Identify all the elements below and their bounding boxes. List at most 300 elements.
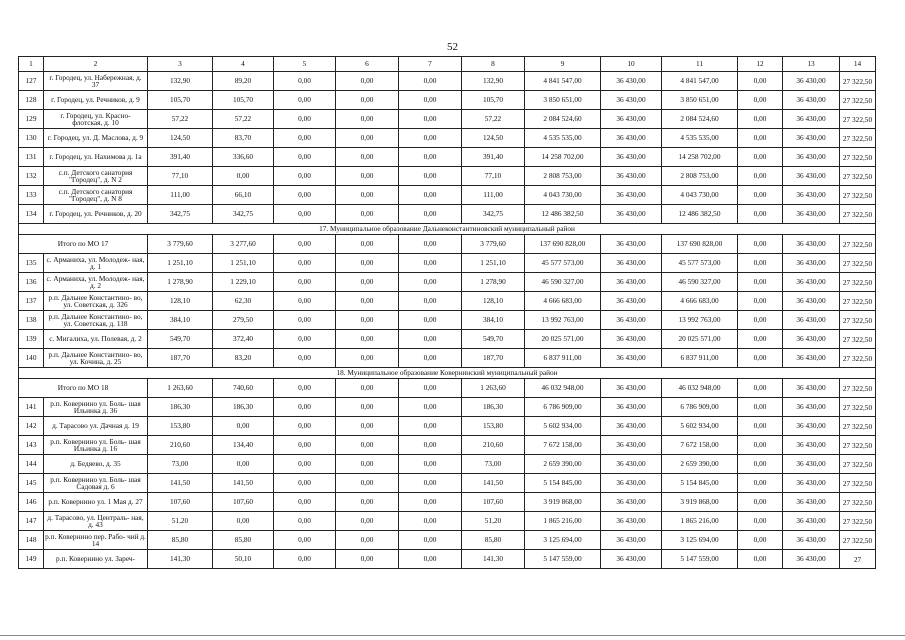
table-cell: 36 430,00 (783, 349, 840, 368)
table-cell: 139 (19, 330, 44, 349)
table-cell: 36 430,00 (783, 186, 840, 205)
table-cell: 0,00 (738, 186, 783, 205)
table-cell: 27 322,50 (840, 129, 876, 148)
table-cell: 146 (19, 493, 44, 512)
table-cell: 4 666 683,00 (662, 292, 738, 311)
table-cell: 2 084 524,60 (525, 110, 601, 129)
table-cell: 0,00 (336, 205, 399, 224)
address-cell: р.п. Ковернино ул. Боль- шая Садовая д. 6 (44, 474, 148, 493)
table-cell: 0,00 (399, 129, 462, 148)
table-cell: 141,30 (148, 550, 213, 569)
table-cell: 0,00 (274, 417, 336, 436)
table-cell: 0,00 (336, 531, 399, 550)
table-cell: 27 322,50 (840, 474, 876, 493)
table-cell: 57,22 (462, 110, 525, 129)
table-cell: 0,00 (336, 455, 399, 474)
table-cell: 0,00 (336, 129, 399, 148)
table-cell: 45 577 573,00 (662, 254, 738, 273)
table-cell: 0,00 (336, 349, 399, 368)
table-cell: 0,00 (336, 273, 399, 292)
table-cell: 46 590 327,00 (525, 273, 601, 292)
table-cell: 0,00 (336, 91, 399, 110)
table-cell: 186,30 (213, 398, 274, 417)
table-cell: 0,00 (213, 512, 274, 531)
table-cell: 128,10 (462, 292, 525, 311)
table-cell: 6 837 911,00 (662, 349, 738, 368)
table-cell: 143 (19, 436, 44, 455)
table-cell: 50,10 (213, 550, 274, 569)
total-row (19, 379, 876, 398)
table-cell: 6 786 909,00 (662, 398, 738, 417)
table-cell: 0,00 (738, 129, 783, 148)
table-cell: 36 430,00 (783, 493, 840, 512)
table-cell: 36 430,00 (601, 186, 662, 205)
table-row (19, 349, 876, 368)
table-cell: 3 125 694,00 (662, 531, 738, 550)
total-cell: 46 032 948,00 (525, 379, 601, 398)
table-cell: 0,00 (274, 91, 336, 110)
total-cell: 36 430,00 (783, 235, 840, 254)
table-cell: 0,00 (274, 436, 336, 455)
table-cell: 132 (19, 167, 44, 186)
table-cell: 141,50 (148, 474, 213, 493)
table-cell: 107,60 (148, 493, 213, 512)
total-cell: 1 263,60 (148, 379, 213, 398)
table-cell: 36 430,00 (601, 330, 662, 349)
table-cell: 77,10 (462, 167, 525, 186)
table-cell: 129 (19, 110, 44, 129)
table-row (19, 167, 876, 186)
address-cell: г. Городец, ул. Набережная, д. 37 (44, 72, 148, 91)
total-cell: 0,00 (336, 235, 399, 254)
table-cell: 141,50 (213, 474, 274, 493)
section-title: 17. Муниципальное образование Дальнеконстантиновский муниципальный район (19, 224, 876, 235)
column-number: 12 (738, 57, 783, 72)
table-cell: 36 430,00 (783, 474, 840, 493)
table-cell: 0,00 (399, 91, 462, 110)
table-cell: 13 992 763,00 (525, 311, 601, 330)
table-cell: 384,10 (148, 311, 213, 330)
table-cell: 36 430,00 (601, 205, 662, 224)
table-cell: 0,00 (738, 512, 783, 531)
table-cell: 128 (19, 91, 44, 110)
table-cell: 131 (19, 148, 44, 167)
table-cell: 3 919 868,00 (662, 493, 738, 512)
table-row (19, 129, 876, 148)
table-cell: 36 430,00 (601, 110, 662, 129)
table-cell: 124,50 (148, 129, 213, 148)
table-cell: 0,00 (274, 398, 336, 417)
table-row (19, 436, 876, 455)
table-row (19, 531, 876, 550)
table-cell: 1 278,90 (148, 273, 213, 292)
table-row (19, 254, 876, 273)
total-cell: 0,00 (274, 379, 336, 398)
table-cell: 66,10 (213, 186, 274, 205)
table-cell: 0,00 (738, 550, 783, 569)
table-cell: 4 841 547,00 (525, 72, 601, 91)
table-cell: 0,00 (336, 493, 399, 512)
table-cell: 0,00 (274, 349, 336, 368)
table-cell: 36 430,00 (783, 311, 840, 330)
table-cell: 36 430,00 (601, 436, 662, 455)
table-cell: 142 (19, 417, 44, 436)
table-cell: 36 430,00 (601, 455, 662, 474)
table-cell: 0,00 (399, 292, 462, 311)
table-cell: 0,00 (213, 417, 274, 436)
table-cell: 0,00 (274, 273, 336, 292)
table-cell: 0,00 (274, 167, 336, 186)
table-cell: 0,00 (336, 512, 399, 531)
table-cell: 36 430,00 (601, 493, 662, 512)
table-cell: 549,70 (148, 330, 213, 349)
table-cell: 7 672 158,00 (525, 436, 601, 455)
table-cell: 130 (19, 129, 44, 148)
table-cell: 2 659 390,00 (525, 455, 601, 474)
table-cell: 57,22 (148, 110, 213, 129)
housing-table (18, 56, 876, 569)
table-cell: 0,00 (274, 531, 336, 550)
table-row (19, 292, 876, 311)
table-cell: 0,00 (399, 512, 462, 531)
table-cell: 0,00 (399, 474, 462, 493)
table-cell: 210,60 (148, 436, 213, 455)
table-cell: 0,00 (336, 330, 399, 349)
table-cell: 0,00 (336, 292, 399, 311)
table-cell: 141,30 (462, 550, 525, 569)
table-cell: 0,00 (274, 205, 336, 224)
address-cell: с. Арманиха, ул. Молодеж- ная, д. 2 (44, 273, 148, 292)
total-cell: 3 779,60 (148, 235, 213, 254)
table-cell: 0,00 (738, 110, 783, 129)
total-cell: 36 430,00 (601, 379, 662, 398)
table-cell: 384,10 (462, 311, 525, 330)
table-cell: 3 850 651,00 (662, 91, 738, 110)
total-cell: 36 430,00 (601, 235, 662, 254)
column-number-row (19, 57, 876, 72)
table-cell: 111,00 (462, 186, 525, 205)
address-cell: с. Мигалиха, ул. Полевая, д. 2 (44, 330, 148, 349)
column-number: 1 (19, 57, 44, 72)
table-cell: 36 430,00 (783, 110, 840, 129)
table-cell: 36 430,00 (783, 292, 840, 311)
table-cell: 27 322,50 (840, 493, 876, 512)
table-cell: 4 043 730,00 (662, 186, 738, 205)
address-cell: р.п. Ковернино ул. Боль- шая Ильинка д. 36 (44, 398, 148, 417)
table-cell: 1 251,10 (462, 254, 525, 273)
table-cell: 4 535 535,00 (525, 129, 601, 148)
table-cell: 1 251,10 (148, 254, 213, 273)
table-cell: 36 430,00 (783, 398, 840, 417)
page-number: 52 (447, 41, 458, 53)
table-cell: 1 865 216,00 (662, 512, 738, 531)
table-cell: 85,80 (213, 531, 274, 550)
table-cell: 2 808 753,00 (662, 167, 738, 186)
table-cell: 36 430,00 (601, 72, 662, 91)
table-cell: 0,00 (738, 254, 783, 273)
table-cell: 134 (19, 205, 44, 224)
table-cell: 105,70 (462, 91, 525, 110)
table-cell: 140 (19, 349, 44, 368)
table-row (19, 273, 876, 292)
table-cell: 5 602 934,00 (662, 417, 738, 436)
column-number: 8 (462, 57, 525, 72)
table-cell: 51,20 (462, 512, 525, 531)
table-cell: 73,00 (148, 455, 213, 474)
section-header-row (19, 368, 876, 379)
table-cell: 111,00 (148, 186, 213, 205)
total-cell: 3 779,60 (462, 235, 525, 254)
table-cell: 187,70 (462, 349, 525, 368)
table-cell: 134,40 (213, 436, 274, 455)
table-cell: 27 322,50 (840, 512, 876, 531)
table-cell: 27 322,50 (840, 186, 876, 205)
total-cell: 27 322,50 (840, 235, 876, 254)
address-cell: р.п. Ковернино ул. Боль- шая Ильинка д. 16 (44, 436, 148, 455)
table-cell: 149 (19, 550, 44, 569)
table-cell: 342,75 (148, 205, 213, 224)
table-cell: 0,00 (399, 254, 462, 273)
table-cell: 27 322,50 (840, 417, 876, 436)
column-number: 7 (399, 57, 462, 72)
table-cell: 549,70 (462, 330, 525, 349)
table-cell: 27 322,50 (840, 330, 876, 349)
table-cell: 0,00 (738, 72, 783, 91)
table-cell: 187,70 (148, 349, 213, 368)
table-cell: 62,30 (213, 292, 274, 311)
table-cell: 36 430,00 (601, 512, 662, 531)
column-number: 10 (601, 57, 662, 72)
table-cell: 0,00 (399, 417, 462, 436)
table-cell: 5 602 934,00 (525, 417, 601, 436)
address-cell: д. Тарасово ул. Дачная д. 19 (44, 417, 148, 436)
table-row (19, 398, 876, 417)
address-cell: с.п. Детского санатория "Городец", д. N 8 (44, 186, 148, 205)
address-cell: г. Городец, ул. Нахимова д. 1а (44, 148, 148, 167)
table-cell: 27 322,50 (840, 110, 876, 129)
table-cell: 36 430,00 (783, 167, 840, 186)
column-number: 13 (783, 57, 840, 72)
total-row (19, 235, 876, 254)
total-cell: 0,00 (336, 379, 399, 398)
table-cell: 186,30 (462, 398, 525, 417)
table-cell: 107,60 (462, 493, 525, 512)
table-cell: 36 430,00 (601, 417, 662, 436)
table-cell: 6 786 909,00 (525, 398, 601, 417)
table-cell: 73,00 (462, 455, 525, 474)
table-cell: 20 025 571,00 (662, 330, 738, 349)
table-cell: 0,00 (274, 493, 336, 512)
table-cell: 1 229,10 (213, 273, 274, 292)
table-cell: 391,40 (148, 148, 213, 167)
total-cell: 0,00 (274, 235, 336, 254)
table-cell: 0,00 (399, 398, 462, 417)
table-cell: 27 322,50 (840, 167, 876, 186)
total-cell: 1 263,60 (462, 379, 525, 398)
address-cell: г. Городец, ул. Речников, д. 20 (44, 205, 148, 224)
address-cell: р.п. Дальнее Константино- во, ул. Кочина, д. 25 (44, 349, 148, 368)
table-row (19, 550, 876, 569)
table-cell: 4 535 535,00 (662, 129, 738, 148)
total-cell: 0,00 (738, 235, 783, 254)
table-cell: 36 430,00 (601, 531, 662, 550)
table-cell: 85,80 (462, 531, 525, 550)
table-cell: 0,00 (274, 129, 336, 148)
table-cell: 0,00 (738, 311, 783, 330)
table-cell: 27 322,50 (840, 311, 876, 330)
table-cell: 36 430,00 (601, 398, 662, 417)
table-cell: 105,70 (148, 91, 213, 110)
table-row (19, 205, 876, 224)
table-cell: 36 430,00 (783, 417, 840, 436)
total-cell: 0,00 (738, 379, 783, 398)
table-cell: 36 430,00 (783, 330, 840, 349)
table-cell: 0,00 (738, 273, 783, 292)
address-cell: р.п. Ковернино ул. Зареч- (44, 550, 148, 569)
table-cell: 0,00 (738, 474, 783, 493)
table-cell: 0,00 (399, 455, 462, 474)
table-cell: 2 808 753,00 (525, 167, 601, 186)
table-cell: 372,40 (213, 330, 274, 349)
table-cell: 0,00 (336, 474, 399, 493)
total-cell: 36 430,00 (783, 379, 840, 398)
table-cell: 36 430,00 (783, 550, 840, 569)
table-cell: 3 919 868,00 (525, 493, 601, 512)
table-cell: 0,00 (274, 72, 336, 91)
column-number: 4 (213, 57, 274, 72)
table-cell: 136 (19, 273, 44, 292)
column-number: 2 (44, 57, 148, 72)
table-cell: 153,80 (148, 417, 213, 436)
table-cell: 186,30 (148, 398, 213, 417)
table-cell: 27 322,50 (840, 91, 876, 110)
table-cell: 0,00 (336, 311, 399, 330)
table-cell: 27 322,50 (840, 531, 876, 550)
table-cell: 0,00 (399, 72, 462, 91)
table-cell: 342,75 (462, 205, 525, 224)
table-cell: 36 430,00 (601, 167, 662, 186)
table-cell: 0,00 (738, 493, 783, 512)
table-cell: 0,00 (399, 436, 462, 455)
table-cell: 0,00 (274, 148, 336, 167)
table-cell: 89,20 (213, 72, 274, 91)
table-cell: 141 (19, 398, 44, 417)
table-cell: 36 430,00 (783, 531, 840, 550)
table-cell: 336,60 (213, 148, 274, 167)
table-row (19, 186, 876, 205)
column-number: 5 (274, 57, 336, 72)
table-cell: 0,00 (399, 311, 462, 330)
table-cell: 133 (19, 186, 44, 205)
total-cell: 137 690 828,00 (525, 235, 601, 254)
section-header-row (19, 224, 876, 235)
table-cell: 0,00 (274, 186, 336, 205)
total-label: Итого по МО 17 (19, 235, 148, 254)
table-cell: 5 147 559,00 (525, 550, 601, 569)
total-cell: 0,00 (399, 235, 462, 254)
table-cell: 0,00 (336, 167, 399, 186)
table-cell: 36 430,00 (783, 512, 840, 531)
table-cell: 107,60 (213, 493, 274, 512)
table-cell: 36 430,00 (601, 311, 662, 330)
table-cell: 27 322,50 (840, 148, 876, 167)
total-cell: 0,00 (399, 379, 462, 398)
table-cell: 27 322,50 (840, 273, 876, 292)
table-row (19, 72, 876, 91)
table-cell: 7 672 158,00 (662, 436, 738, 455)
address-cell: р.п. Дальнее Константино- во, ул. Советская, д. 326 (44, 292, 148, 311)
table-cell: 36 430,00 (783, 254, 840, 273)
table-cell: 138 (19, 311, 44, 330)
table-cell: 0,00 (274, 455, 336, 474)
table-cell: 36 430,00 (783, 273, 840, 292)
table-row (19, 512, 876, 531)
table-cell: 36 430,00 (601, 254, 662, 273)
table-cell: 27 322,50 (840, 205, 876, 224)
table-cell: 77,10 (148, 167, 213, 186)
table-cell: 0,00 (274, 292, 336, 311)
table-cell: 0,00 (274, 254, 336, 273)
column-number: 14 (840, 57, 876, 72)
table-cell: 0,00 (738, 531, 783, 550)
table-cell: 148 (19, 531, 44, 550)
table-cell: 0,00 (336, 72, 399, 91)
total-cell: 740,60 (213, 379, 274, 398)
table-cell: 27 322,50 (840, 349, 876, 368)
address-cell: с. Арманиха, ул. Молодеж- ная, д. 1 (44, 254, 148, 273)
table-cell: 36 430,00 (601, 474, 662, 493)
table-cell: 36 430,00 (783, 148, 840, 167)
total-cell: 46 032 948,00 (662, 379, 738, 398)
table-cell: 83,70 (213, 129, 274, 148)
table-cell: 36 430,00 (601, 273, 662, 292)
table-cell: 2 084 524,60 (662, 110, 738, 129)
table-cell: 0,00 (336, 254, 399, 273)
table-cell: 27 322,50 (840, 455, 876, 474)
table-cell: 57,22 (213, 110, 274, 129)
column-number: 3 (148, 57, 213, 72)
table-cell: 0,00 (738, 455, 783, 474)
table-cell: 83,20 (213, 349, 274, 368)
table-row (19, 110, 876, 129)
table-cell: 27 322,50 (840, 292, 876, 311)
table-cell: 0,00 (399, 148, 462, 167)
table-cell: 0,00 (738, 167, 783, 186)
total-cell: 137 690 828,00 (662, 235, 738, 254)
table-cell: 5 154 845,00 (525, 474, 601, 493)
address-cell: г. Городец, ул. Речников, д. 9 (44, 91, 148, 110)
table-cell: 4 841 547,00 (662, 72, 738, 91)
table-row (19, 474, 876, 493)
table-cell: 36 430,00 (783, 72, 840, 91)
table-cell: 141,50 (462, 474, 525, 493)
table-cell: 342,75 (213, 205, 274, 224)
address-cell: д. Тарасово, ул. Централь- ная, д. 43 (44, 512, 148, 531)
table-cell: 0,00 (399, 186, 462, 205)
table-cell: 14 258 702,00 (662, 148, 738, 167)
table-cell: 0,00 (399, 550, 462, 569)
table-cell: 1 251,10 (213, 254, 274, 273)
table-cell: 0,00 (738, 91, 783, 110)
table-cell: 27 322,50 (840, 254, 876, 273)
table-cell: 137 (19, 292, 44, 311)
table-cell: 0,00 (738, 205, 783, 224)
table-cell: 36 430,00 (601, 129, 662, 148)
table-cell: 153,80 (462, 417, 525, 436)
table-cell: 4 666 683,00 (525, 292, 601, 311)
table-cell: 0,00 (336, 148, 399, 167)
section-title: 18. Муниципальное образование Ковернинский муниципальный район (19, 368, 876, 379)
